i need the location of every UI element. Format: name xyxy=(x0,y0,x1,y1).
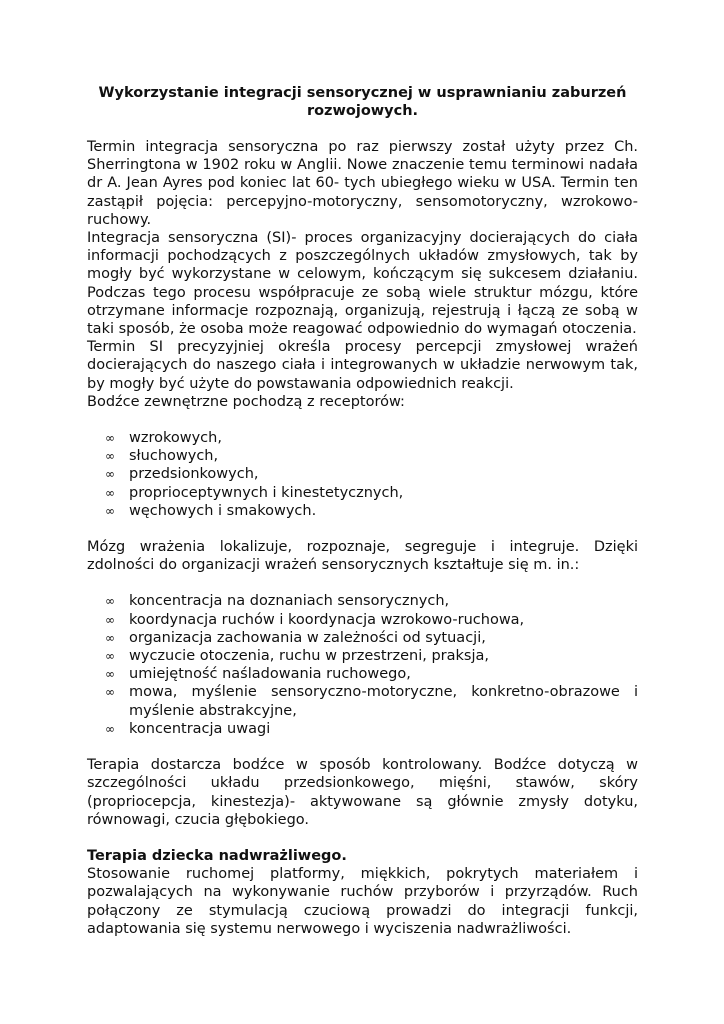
paragraph-history: Termin integracja sensoryczna po raz pierwszy został użyty przez Ch. Sherringtona w 1902 roku w Anglii. Nowe znaczenie temu terminowi nadała dr A. Jean Ayres pod koniec lat 60- tych ubiegłego wieku w USA. Termin ten zastąpił pojęcia: percepyjno-motoryczny, sensomotoryczny, wzrokowo-ruchowy. xyxy=(87,139,638,228)
title-line-1: Wykorzystanie integracji sensorycznej w usprawnianiu zaburzeń xyxy=(98,85,627,101)
paragraph-brain: Mózg wrażenia lokalizuje, rozpoznaje, segreguje i integruje. Dzięki zdolności do organizacji wrażeń sensorycznych kształtuje się m. in.: xyxy=(87,539,638,574)
list-item: ∞ proprioceptywnych i kinestetycznych, xyxy=(105,484,404,501)
paragraph-definition: Integracja sensoryczna (SI)- proces organizacyjny docierających do ciała informacji pochodzących z poszczególnych układów zmysłowych, tak by mogły być wykorzystane w celowym, kończącym się sukcesem działaniu. Podczas tego procesu współpracuje ze sobą wiele struktur mózgu, które otrzymane informacje rozpoznają, organizują, rejestrują i łączą ze sobą w taki sposób, że osoba może reagować odpowiednio do wymagań otoczenia. xyxy=(87,230,638,338)
infinity-bullet-icon: ∞ xyxy=(105,485,115,500)
skills-list xyxy=(87,592,638,738)
paragraph-therapy: Terapia dostarcza bodźce w sposób kontrolowany. Bodźce dotyczą w szczególności układu przedsionkowego, mięśni, stawów, skóry (propriocepcja, kinestezja)- aktywowane są głównie zmysły dotyku, równowagi, czucia głębokiego. xyxy=(87,757,638,828)
infinity-bullet-icon: ∞ xyxy=(105,449,115,464)
list-item: ∞ organizacja zachowania w zależności od sytuacji, xyxy=(105,629,486,646)
list-item: ∞ umiejętność naśladowania ruchowego, xyxy=(105,666,411,683)
infinity-bullet-icon: ∞ xyxy=(105,612,115,627)
infinity-bullet-icon: ∞ xyxy=(105,467,115,482)
section-heading: Terapia dziecka nadwrażliwego. xyxy=(87,847,347,864)
infinity-bullet-icon: ∞ xyxy=(105,503,115,518)
infinity-bullet-icon: ∞ xyxy=(105,721,115,736)
receptors-list xyxy=(87,429,638,520)
paragraph-hypersensitive: Stosowanie ruchomej platformy, miękkich, pokrytych materiałem i pozwalających na wykonywanie ruchów przyborów i przyrządów. Ruch połączony ze stymulacją czuciową prowadzi do integracji funkcji, adaptowania się systemu nerwowego i wyciszenia nadwrażliwości. xyxy=(87,866,638,937)
document-page xyxy=(87,84,638,938)
list-item: ∞ koncentracja na doznaniach sensorycznych, xyxy=(105,593,450,610)
infinity-bullet-icon: ∞ xyxy=(105,431,115,446)
infinity-bullet-icon: ∞ xyxy=(105,667,115,682)
list-item: ∞ słuchowych, xyxy=(105,448,219,465)
list-item: ∞ mowa, myślenie sensoryczno-motoryczne, konkretno-obrazowe i myślenie abstrakcyjne, xyxy=(105,684,638,719)
list-item: ∞ węchowych i smakowych. xyxy=(105,502,317,519)
paragraph-si-term: Termin SI precyzyjniej określa procesy percepcji zmysłowej wrażeń docierających do naszego ciała i integrowanych w układzie nerwowym tak, by mogły być użyte do powstawania odpowiednich reakcji. xyxy=(87,339,638,392)
list-item: ∞ koordynacja ruchów i koordynacja wzrokowo-ruchowa, xyxy=(105,611,525,628)
list-item: ∞ koncentracja uwagi xyxy=(105,720,271,737)
title-line-2: rozwojowych. xyxy=(306,103,419,119)
list-item: ∞ wyczucie otoczenia, ruchu w przestrzeni, praksja, xyxy=(105,648,489,665)
list-item: ∞ wzrokowych, xyxy=(105,430,222,447)
infinity-bullet-icon: ∞ xyxy=(105,630,115,645)
list-item: ∞ przedsionkowych, xyxy=(105,466,259,483)
infinity-bullet-icon: ∞ xyxy=(105,649,115,664)
document-title xyxy=(87,84,638,120)
infinity-bullet-icon: ∞ xyxy=(105,685,115,700)
paragraph-stimuli-intro: Bodźce zewnętrzne pochodzą z receptorów: xyxy=(87,393,405,410)
infinity-bullet-icon: ∞ xyxy=(105,594,115,609)
